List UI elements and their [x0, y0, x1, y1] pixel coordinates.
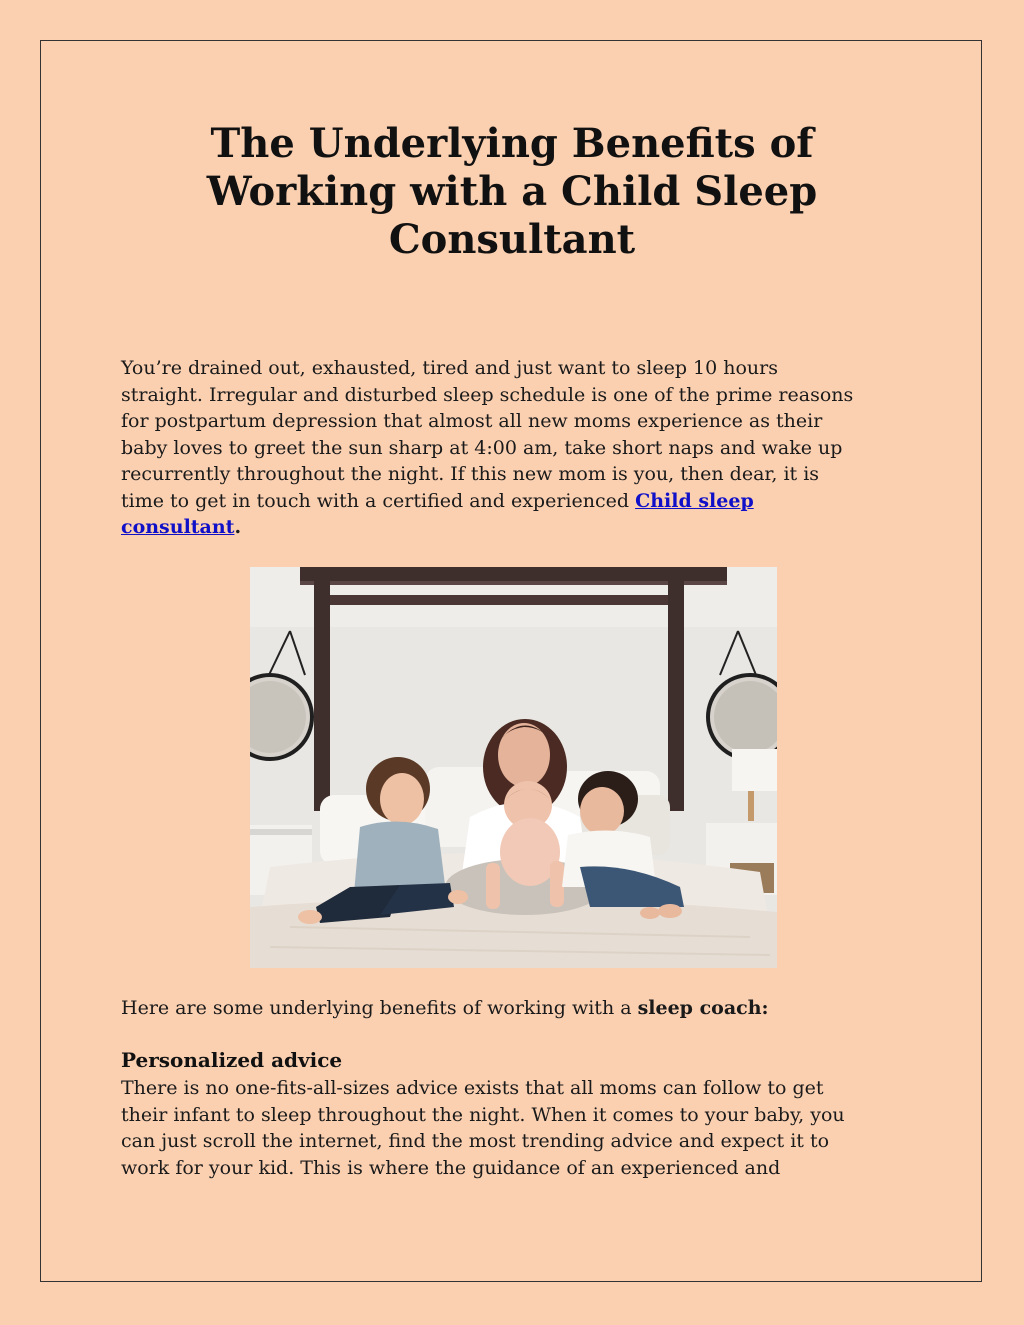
section-line: work for your kid. This is where the guidance of an experienced and — [121, 1156, 781, 1179]
intro-line: for postpartum depression that almost all new moms experience as their — [121, 410, 823, 432]
benefits-intro-text: Here are some underlying benefits of working with a — [121, 997, 638, 1019]
intro-line: baby loves to greet the sun sharp at 4:00 am, take short naps and wake up — [121, 436, 843, 459]
sleep-coach-emphasis: sleep coach: — [637, 997, 769, 1019]
intro-line: You’re drained out, exhausted, tired and just want to sleep 10 hours — [121, 357, 778, 379]
section-line: their infant to sleep throughout the night. When it comes to your baby, you — [121, 1103, 845, 1126]
intro-line — [121, 488, 911, 515]
intro-period: . — [234, 516, 242, 538]
family-bed-photo — [250, 567, 777, 968]
intro-paragraph — [121, 355, 911, 541]
intro-line — [121, 514, 911, 541]
intro-line: straight. Irregular and disturbed sleep schedule is one of the prime reasons — [121, 383, 854, 406]
child-sleep-consultant-link[interactable]: Child sleep — [635, 489, 754, 512]
section-line: There is no one-fits-all-sizes advice exists that all moms can follow to get — [121, 1077, 824, 1099]
section-body-paragraph — [121, 1075, 911, 1181]
title-line: Consultant — [388, 216, 636, 263]
section-line: can just scroll the internet, find the most trending advice and expect it to — [121, 1130, 830, 1152]
title-line: Working with a Child Sleep — [206, 168, 818, 215]
intro-line-text: time to get in touch with a certified and experienced — [121, 489, 636, 512]
title-line: The Underlying Benefits of — [210, 120, 814, 167]
intro-line: recurrently throughout the night. If this new mom is you, then dear, it is — [121, 463, 820, 485]
section-heading-personalized-advice: Personalized advice — [121, 1048, 343, 1072]
benefits-intro-paragraph — [121, 995, 769, 1022]
child-sleep-consultant-link-continued[interactable]: consultant — [121, 516, 235, 538]
document-title — [170, 120, 854, 264]
